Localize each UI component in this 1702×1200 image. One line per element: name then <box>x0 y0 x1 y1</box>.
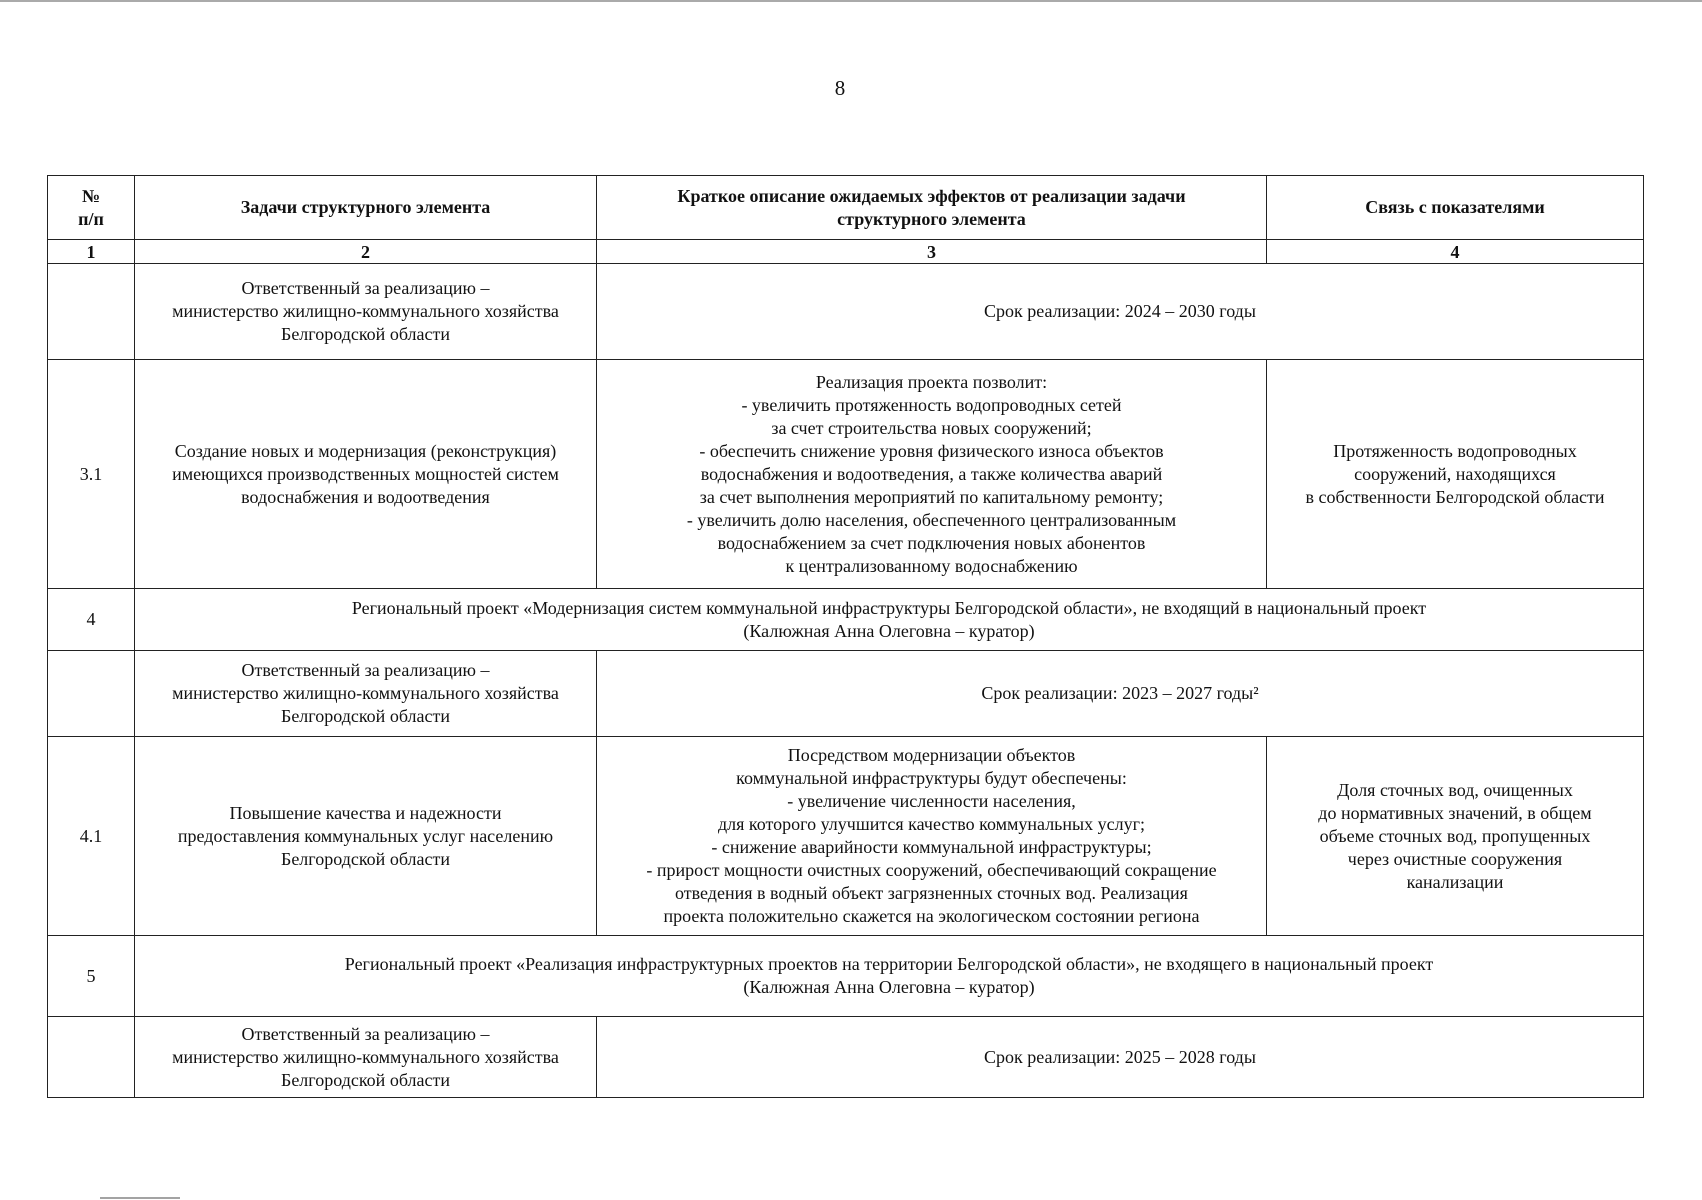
column-number: 3 <box>597 240 1267 264</box>
column-number: 4 <box>1267 240 1644 264</box>
table-row <box>48 1017 1644 1098</box>
header-row <box>48 176 1644 240</box>
table-row <box>48 936 1644 1017</box>
term-cell: Срок реализации: 2023 – 2027 годы² <box>597 651 1644 737</box>
table-row <box>48 589 1644 651</box>
row-number <box>48 264 135 360</box>
table-row <box>48 360 1644 589</box>
regional-project-cell: Региональный проект «Реализация инфраструктурных проектов на территории Белгородской области», не входящего в национальный проект (Калюжная Анна Олеговна – куратор) <box>135 936 1644 1017</box>
effects-cell: Реализация проекта позволит: - увеличить протяженность водопроводных сетей за счет строительства новых сооружений; - обеспечить снижение уровня физического износа объектов водоснабжения и водоотведения, а также количества аварий за счет выполнения мероприятий по капитальному ремонту; - увеличить долю населения, обеспеченного централизованным водоснабжением за счет подключения новых абонентов к централизованному водоснабжению <box>597 360 1267 589</box>
effects-cell: Посредством модернизации объектов коммунальной инфраструктуры будут обеспечены: - увеличение численности населения, для которого улучшится качество коммунальных услуг; - снижение аварийности коммунальной инфраструктуры; - прирост мощности очистных сооружений, обеспечивающий сокращение отведения в водный объект загрязненных сточных вод. Реализация проекта положительно скажется на экологическом состоянии региона <box>597 737 1267 936</box>
term-cell: Срок реализации: 2024 – 2030 годы <box>597 264 1644 360</box>
header-effects: Краткое описание ожидаемых эффектов от реализации задачи структурного элемента <box>597 176 1267 240</box>
column-number: 1 <box>48 240 135 264</box>
page-number: 8 <box>834 76 846 100</box>
row-number <box>48 1017 135 1098</box>
header-tasks: Задачи структурного элемента <box>135 176 597 240</box>
responsible-cell: Ответственный за реализацию – министерство жилищно-коммунального хозяйства Белгородской области <box>135 651 597 737</box>
task-cell: Создание новых и модернизация (реконструкция) имеющихся производственных мощностей систем водоснабжения и водоотведения <box>135 360 597 589</box>
header-indicators: Связь с показателями <box>1267 176 1644 240</box>
responsible-cell: Ответственный за реализацию – министерство жилищно-коммунального хозяйства Белгородской области <box>135 1017 597 1098</box>
task-cell: Повышение качества и надежности предоставления коммунальных услуг населению Белгородской области <box>135 737 597 936</box>
indicators-cell: Доля сточных вод, очищенных до нормативных значений, в общем объеме сточных вод, пропущенных через очистные сооружения канализации <box>1267 737 1644 936</box>
row-number: 4.1 <box>48 737 135 936</box>
responsible-cell: Ответственный за реализацию – министерство жилищно-коммунального хозяйства Белгородской области <box>135 264 597 360</box>
header-number: № п/п <box>48 176 135 240</box>
row-number: 3.1 <box>48 360 135 589</box>
regional-project-cell: Региональный проект «Модернизация систем коммунальной инфраструктуры Белгородской области», не входящий в национальный проект (Калюжная Анна Олеговна – куратор) <box>135 589 1644 651</box>
structural-elements-table <box>47 175 1644 1098</box>
term-cell: Срок реализации: 2025 – 2028 годы <box>597 1017 1644 1098</box>
table-row <box>48 651 1644 737</box>
table-row <box>48 264 1644 360</box>
column-number-row <box>48 240 1644 264</box>
scan-artifact-top <box>0 0 1702 2</box>
row-number: 4 <box>48 589 135 651</box>
column-number: 2 <box>135 240 597 264</box>
scan-artifact-bottom <box>100 1197 180 1199</box>
table-row <box>48 737 1644 936</box>
row-number: 5 <box>48 936 135 1017</box>
row-number <box>48 651 135 737</box>
indicators-cell: Протяженность водопроводных сооружений, находящихся в собственности Белгородской области <box>1267 360 1644 589</box>
